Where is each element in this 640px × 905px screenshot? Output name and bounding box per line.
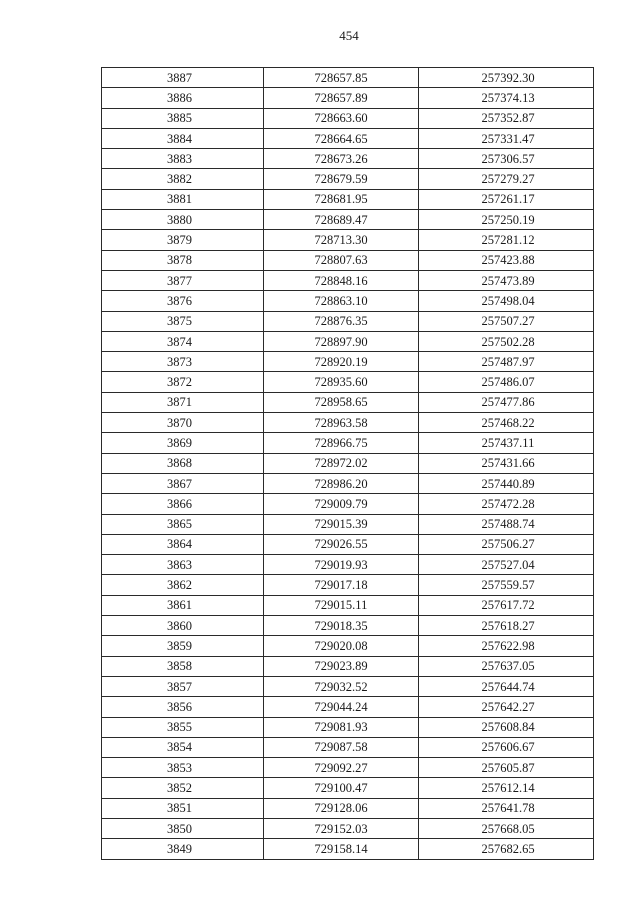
cell-y-coordinate: 257281.12 xyxy=(419,230,594,250)
cell-x-coordinate: 728963.58 xyxy=(264,413,419,433)
cell-y-coordinate: 257622.98 xyxy=(419,636,594,656)
table-row xyxy=(102,413,594,433)
cell-x-coordinate: 729032.52 xyxy=(264,676,419,696)
cell-y-coordinate: 257641.78 xyxy=(419,798,594,818)
cell-y-coordinate: 257472.28 xyxy=(419,494,594,514)
cell-x-coordinate: 729020.08 xyxy=(264,636,419,656)
table-row xyxy=(102,636,594,656)
page-number: 454 xyxy=(339,28,359,43)
cell-x-coordinate: 728679.59 xyxy=(264,169,419,189)
cell-point-number: 3882 xyxy=(102,169,264,189)
cell-point-number: 3858 xyxy=(102,656,264,676)
cell-point-number: 3873 xyxy=(102,352,264,372)
table-row xyxy=(102,534,594,554)
cell-y-coordinate: 257487.97 xyxy=(419,352,594,372)
table-row xyxy=(102,676,594,696)
table-row xyxy=(102,758,594,778)
table-row xyxy=(102,210,594,230)
cell-x-coordinate: 728807.63 xyxy=(264,250,419,270)
table-row xyxy=(102,575,594,595)
cell-y-coordinate: 257437.11 xyxy=(419,433,594,453)
cell-y-coordinate: 257506.27 xyxy=(419,534,594,554)
cell-x-coordinate: 728673.26 xyxy=(264,149,419,169)
cell-y-coordinate: 257637.05 xyxy=(419,656,594,676)
cell-y-coordinate: 257352.87 xyxy=(419,108,594,128)
table-row xyxy=(102,514,594,534)
cell-point-number: 3867 xyxy=(102,473,264,493)
coordinates-table xyxy=(101,67,594,860)
cell-point-number: 3863 xyxy=(102,555,264,575)
cell-point-number: 3881 xyxy=(102,189,264,209)
cell-point-number: 3874 xyxy=(102,331,264,351)
cell-x-coordinate: 729092.27 xyxy=(264,758,419,778)
cell-x-coordinate: 729019.93 xyxy=(264,555,419,575)
cell-point-number: 3872 xyxy=(102,372,264,392)
cell-point-number: 3864 xyxy=(102,534,264,554)
cell-y-coordinate: 257559.57 xyxy=(419,575,594,595)
cell-y-coordinate: 257331.47 xyxy=(419,128,594,148)
cell-y-coordinate: 257502.28 xyxy=(419,331,594,351)
cell-x-coordinate: 729015.39 xyxy=(264,514,419,534)
table-row xyxy=(102,453,594,473)
cell-y-coordinate: 257618.27 xyxy=(419,616,594,636)
cell-point-number: 3879 xyxy=(102,230,264,250)
cell-point-number: 3862 xyxy=(102,575,264,595)
table-row xyxy=(102,311,594,331)
cell-y-coordinate: 257488.74 xyxy=(419,514,594,534)
cell-x-coordinate: 728986.20 xyxy=(264,473,419,493)
cell-y-coordinate: 257374.13 xyxy=(419,88,594,108)
cell-point-number: 3859 xyxy=(102,636,264,656)
cell-x-coordinate: 728681.95 xyxy=(264,189,419,209)
cell-point-number: 3855 xyxy=(102,717,264,737)
cell-x-coordinate: 729152.03 xyxy=(264,818,419,838)
cell-point-number: 3885 xyxy=(102,108,264,128)
cell-point-number: 3883 xyxy=(102,149,264,169)
table-row xyxy=(102,818,594,838)
cell-y-coordinate: 257261.17 xyxy=(419,189,594,209)
cell-point-number: 3870 xyxy=(102,413,264,433)
table-row xyxy=(102,250,594,270)
table-body xyxy=(102,68,594,860)
cell-y-coordinate: 257279.27 xyxy=(419,169,594,189)
cell-x-coordinate: 729158.14 xyxy=(264,839,419,859)
cell-point-number: 3871 xyxy=(102,392,264,412)
cell-x-coordinate: 728657.89 xyxy=(264,88,419,108)
cell-y-coordinate: 257423.88 xyxy=(419,250,594,270)
cell-x-coordinate: 728863.10 xyxy=(264,291,419,311)
cell-y-coordinate: 257440.89 xyxy=(419,473,594,493)
table-row xyxy=(102,798,594,818)
cell-point-number: 3854 xyxy=(102,737,264,757)
table-row xyxy=(102,230,594,250)
cell-y-coordinate: 257477.86 xyxy=(419,392,594,412)
cell-y-coordinate: 257682.65 xyxy=(419,839,594,859)
table-row xyxy=(102,473,594,493)
table-row xyxy=(102,128,594,148)
table-row xyxy=(102,656,594,676)
cell-x-coordinate: 729009.79 xyxy=(264,494,419,514)
cell-point-number: 3886 xyxy=(102,88,264,108)
cell-y-coordinate: 257644.74 xyxy=(419,676,594,696)
cell-y-coordinate: 257250.19 xyxy=(419,210,594,230)
cell-x-coordinate: 728958.65 xyxy=(264,392,419,412)
cell-x-coordinate: 728876.35 xyxy=(264,311,419,331)
table-row xyxy=(102,88,594,108)
cell-x-coordinate: 728972.02 xyxy=(264,453,419,473)
cell-point-number: 3877 xyxy=(102,270,264,290)
cell-x-coordinate: 729044.24 xyxy=(264,697,419,717)
table-row xyxy=(102,108,594,128)
cell-point-number: 3860 xyxy=(102,616,264,636)
cell-y-coordinate: 257608.84 xyxy=(419,717,594,737)
cell-y-coordinate: 257612.14 xyxy=(419,778,594,798)
table-row xyxy=(102,68,594,88)
cell-point-number: 3849 xyxy=(102,839,264,859)
cell-x-coordinate: 729023.89 xyxy=(264,656,419,676)
cell-y-coordinate: 257306.57 xyxy=(419,149,594,169)
cell-x-coordinate: 728920.19 xyxy=(264,352,419,372)
cell-x-coordinate: 729018.35 xyxy=(264,616,419,636)
table-row xyxy=(102,778,594,798)
cell-y-coordinate: 257486.07 xyxy=(419,372,594,392)
cell-y-coordinate: 257527.04 xyxy=(419,555,594,575)
cell-point-number: 3878 xyxy=(102,250,264,270)
cell-point-number: 3868 xyxy=(102,453,264,473)
cell-x-coordinate: 728897.90 xyxy=(264,331,419,351)
cell-x-coordinate: 728966.75 xyxy=(264,433,419,453)
cell-point-number: 3861 xyxy=(102,595,264,615)
table-row xyxy=(102,270,594,290)
cell-x-coordinate: 729026.55 xyxy=(264,534,419,554)
cell-x-coordinate: 729017.18 xyxy=(264,575,419,595)
cell-point-number: 3884 xyxy=(102,128,264,148)
table-row xyxy=(102,392,594,412)
cell-point-number: 3866 xyxy=(102,494,264,514)
cell-y-coordinate: 257642.27 xyxy=(419,697,594,717)
cell-x-coordinate: 729100.47 xyxy=(264,778,419,798)
table-row xyxy=(102,839,594,859)
table-row xyxy=(102,169,594,189)
cell-x-coordinate: 728663.60 xyxy=(264,108,419,128)
cell-point-number: 3850 xyxy=(102,818,264,838)
cell-point-number: 3857 xyxy=(102,676,264,696)
cell-x-coordinate: 729081.93 xyxy=(264,717,419,737)
table-row xyxy=(102,149,594,169)
cell-x-coordinate: 728848.16 xyxy=(264,270,419,290)
cell-y-coordinate: 257498.04 xyxy=(419,291,594,311)
cell-y-coordinate: 257668.05 xyxy=(419,818,594,838)
cell-point-number: 3869 xyxy=(102,433,264,453)
table-row xyxy=(102,189,594,209)
cell-x-coordinate: 729015.11 xyxy=(264,595,419,615)
table-row xyxy=(102,372,594,392)
cell-y-coordinate: 257507.27 xyxy=(419,311,594,331)
cell-x-coordinate: 729128.06 xyxy=(264,798,419,818)
cell-point-number: 3875 xyxy=(102,311,264,331)
cell-x-coordinate: 728657.85 xyxy=(264,68,419,88)
table-row xyxy=(102,352,594,372)
cell-point-number: 3853 xyxy=(102,758,264,778)
cell-point-number: 3876 xyxy=(102,291,264,311)
cell-point-number: 3852 xyxy=(102,778,264,798)
table-row xyxy=(102,616,594,636)
table-row xyxy=(102,433,594,453)
table-row xyxy=(102,717,594,737)
cell-y-coordinate: 257468.22 xyxy=(419,413,594,433)
cell-x-coordinate: 728935.60 xyxy=(264,372,419,392)
cell-x-coordinate: 729087.58 xyxy=(264,737,419,757)
cell-point-number: 3856 xyxy=(102,697,264,717)
cell-x-coordinate: 728689.47 xyxy=(264,210,419,230)
cell-point-number: 3880 xyxy=(102,210,264,230)
table-row xyxy=(102,555,594,575)
cell-point-number: 3865 xyxy=(102,514,264,534)
cell-point-number: 3887 xyxy=(102,68,264,88)
cell-y-coordinate: 257392.30 xyxy=(419,68,594,88)
cell-x-coordinate: 728664.65 xyxy=(264,128,419,148)
cell-y-coordinate: 257473.89 xyxy=(419,270,594,290)
cell-x-coordinate: 728713.30 xyxy=(264,230,419,250)
table-row xyxy=(102,331,594,351)
cell-y-coordinate: 257605.87 xyxy=(419,758,594,778)
cell-y-coordinate: 257431.66 xyxy=(419,453,594,473)
table-row xyxy=(102,595,594,615)
cell-point-number: 3851 xyxy=(102,798,264,818)
table-row xyxy=(102,697,594,717)
table-row xyxy=(102,291,594,311)
cell-y-coordinate: 257617.72 xyxy=(419,595,594,615)
cell-y-coordinate: 257606.67 xyxy=(419,737,594,757)
table-row xyxy=(102,494,594,514)
table-row xyxy=(102,737,594,757)
